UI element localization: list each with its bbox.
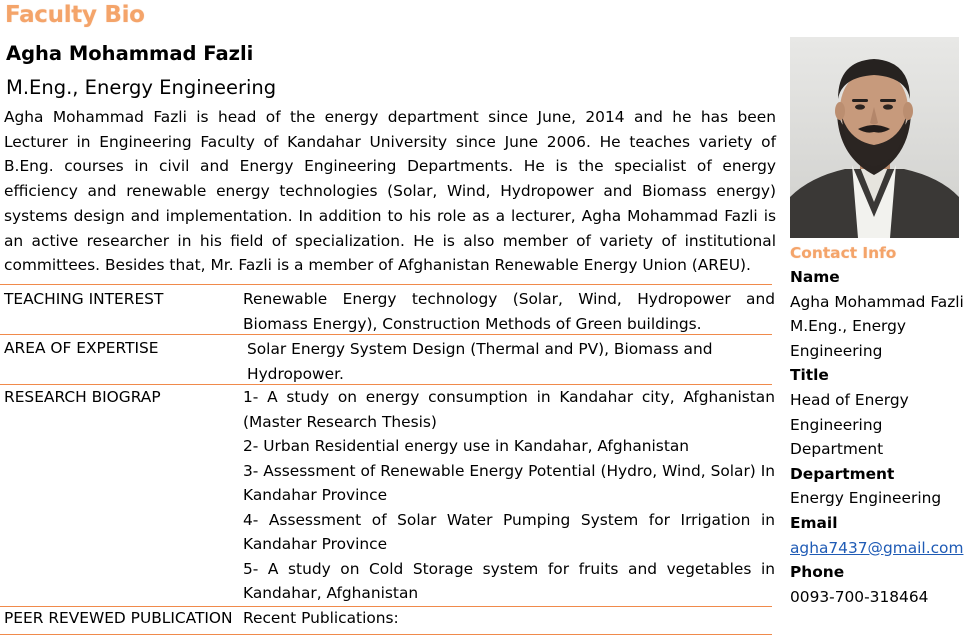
area-of-expertise-label: AREA OF EXPERTISE <box>4 339 159 357</box>
bio-paragraph: Agha Mohammad Fazli is head of the energy department since June, 2014 and he has been Lecturer in Engineering Faculty of Kandahar University since June 2006. He teaches variety of B.Eng. courses in civil and Energy Engineering Departments. He is the specialist of energy efficiency and renewable energy technologies (Solar, Wind, Hydropower and Biomass energy) systems design and implementation. In addition to his role as a lecturer, Agha Mohammad Fazli is an active researcher in his field of specialization. He is also member of variety of institutional committees. Besides that, Mr. Fazli is a member of Afghanistan Renewable Energy Union (AREU). <box>4 108 776 275</box>
contact-info-title: Contact Info <box>790 244 897 262</box>
contact-degree-value: M.Eng., Energy <box>790 317 906 336</box>
contact-title-value-cont: Engineering Department <box>790 415 884 459</box>
contact-name-label: Name <box>790 268 840 286</box>
contact-name-value: Agha Mohammad Fazli <box>790 292 964 311</box>
contact-email-label: Email <box>790 513 838 532</box>
contact-department-value: Energy Engineering <box>790 489 942 508</box>
list-item: 3- Assessment of Renewable Energy Potential (Hydro, Wind, Solar) In Kandahar Province <box>243 461 775 504</box>
faculty-name: Agha Mohammad Fazli <box>6 42 254 65</box>
contact-title-value: Head of Energy <box>790 390 909 409</box>
contact-title-label: Title <box>790 366 829 385</box>
peer-reviewed-publication-label: PEER REVEWED PUBLICATION <box>4 609 233 627</box>
page-title: Faculty Bio <box>5 2 145 28</box>
faculty-degree: M.Eng., Energy Engineering <box>6 76 277 99</box>
contact-email-link[interactable]: agha7437@gmail.com <box>790 538 964 557</box>
divider <box>0 634 772 635</box>
research-list <box>243 385 775 606</box>
research-biography-label: RESEARCH BIOGRAP <box>4 388 161 406</box>
list-item: 1- A study on energy consumption in Kandahar city, Afghanistan (Master Research Thesis) <box>243 388 775 431</box>
teaching-interest-value: Renewable Energy technology (Solar, Wind, Hydropower and Biomass Energy), Construction Methods of Green buildings. <box>243 290 775 333</box>
list-item: 5- A study on Cold Storage system for fruits and vegetables in Kandahar, Afghanistan <box>243 559 775 602</box>
contact-department-label: Department <box>790 464 895 483</box>
list-item: 2- Urban Residential energy use in Kandahar, Afghanistan <box>243 437 690 455</box>
divider <box>0 284 772 285</box>
contact-phone-value: 0093-700-318464 <box>790 587 929 606</box>
list-item: 4- Assessment of Solar Water Pumping System for Irrigation in Kandahar Province <box>243 510 775 553</box>
contact-degree-value-cont: Engineering <box>790 341 883 360</box>
contact-info <box>790 243 979 609</box>
peer-reviewed-publication-value: Recent Publications: <box>243 609 399 627</box>
contact-phone-label: Phone <box>790 563 845 582</box>
area-of-expertise-value: Solar Energy System Design (Thermal and PV), Biomass and Hydropower. <box>247 340 713 383</box>
teaching-interest-label: TEACHING INTEREST <box>4 290 164 308</box>
faculty-photo <box>790 37 959 238</box>
